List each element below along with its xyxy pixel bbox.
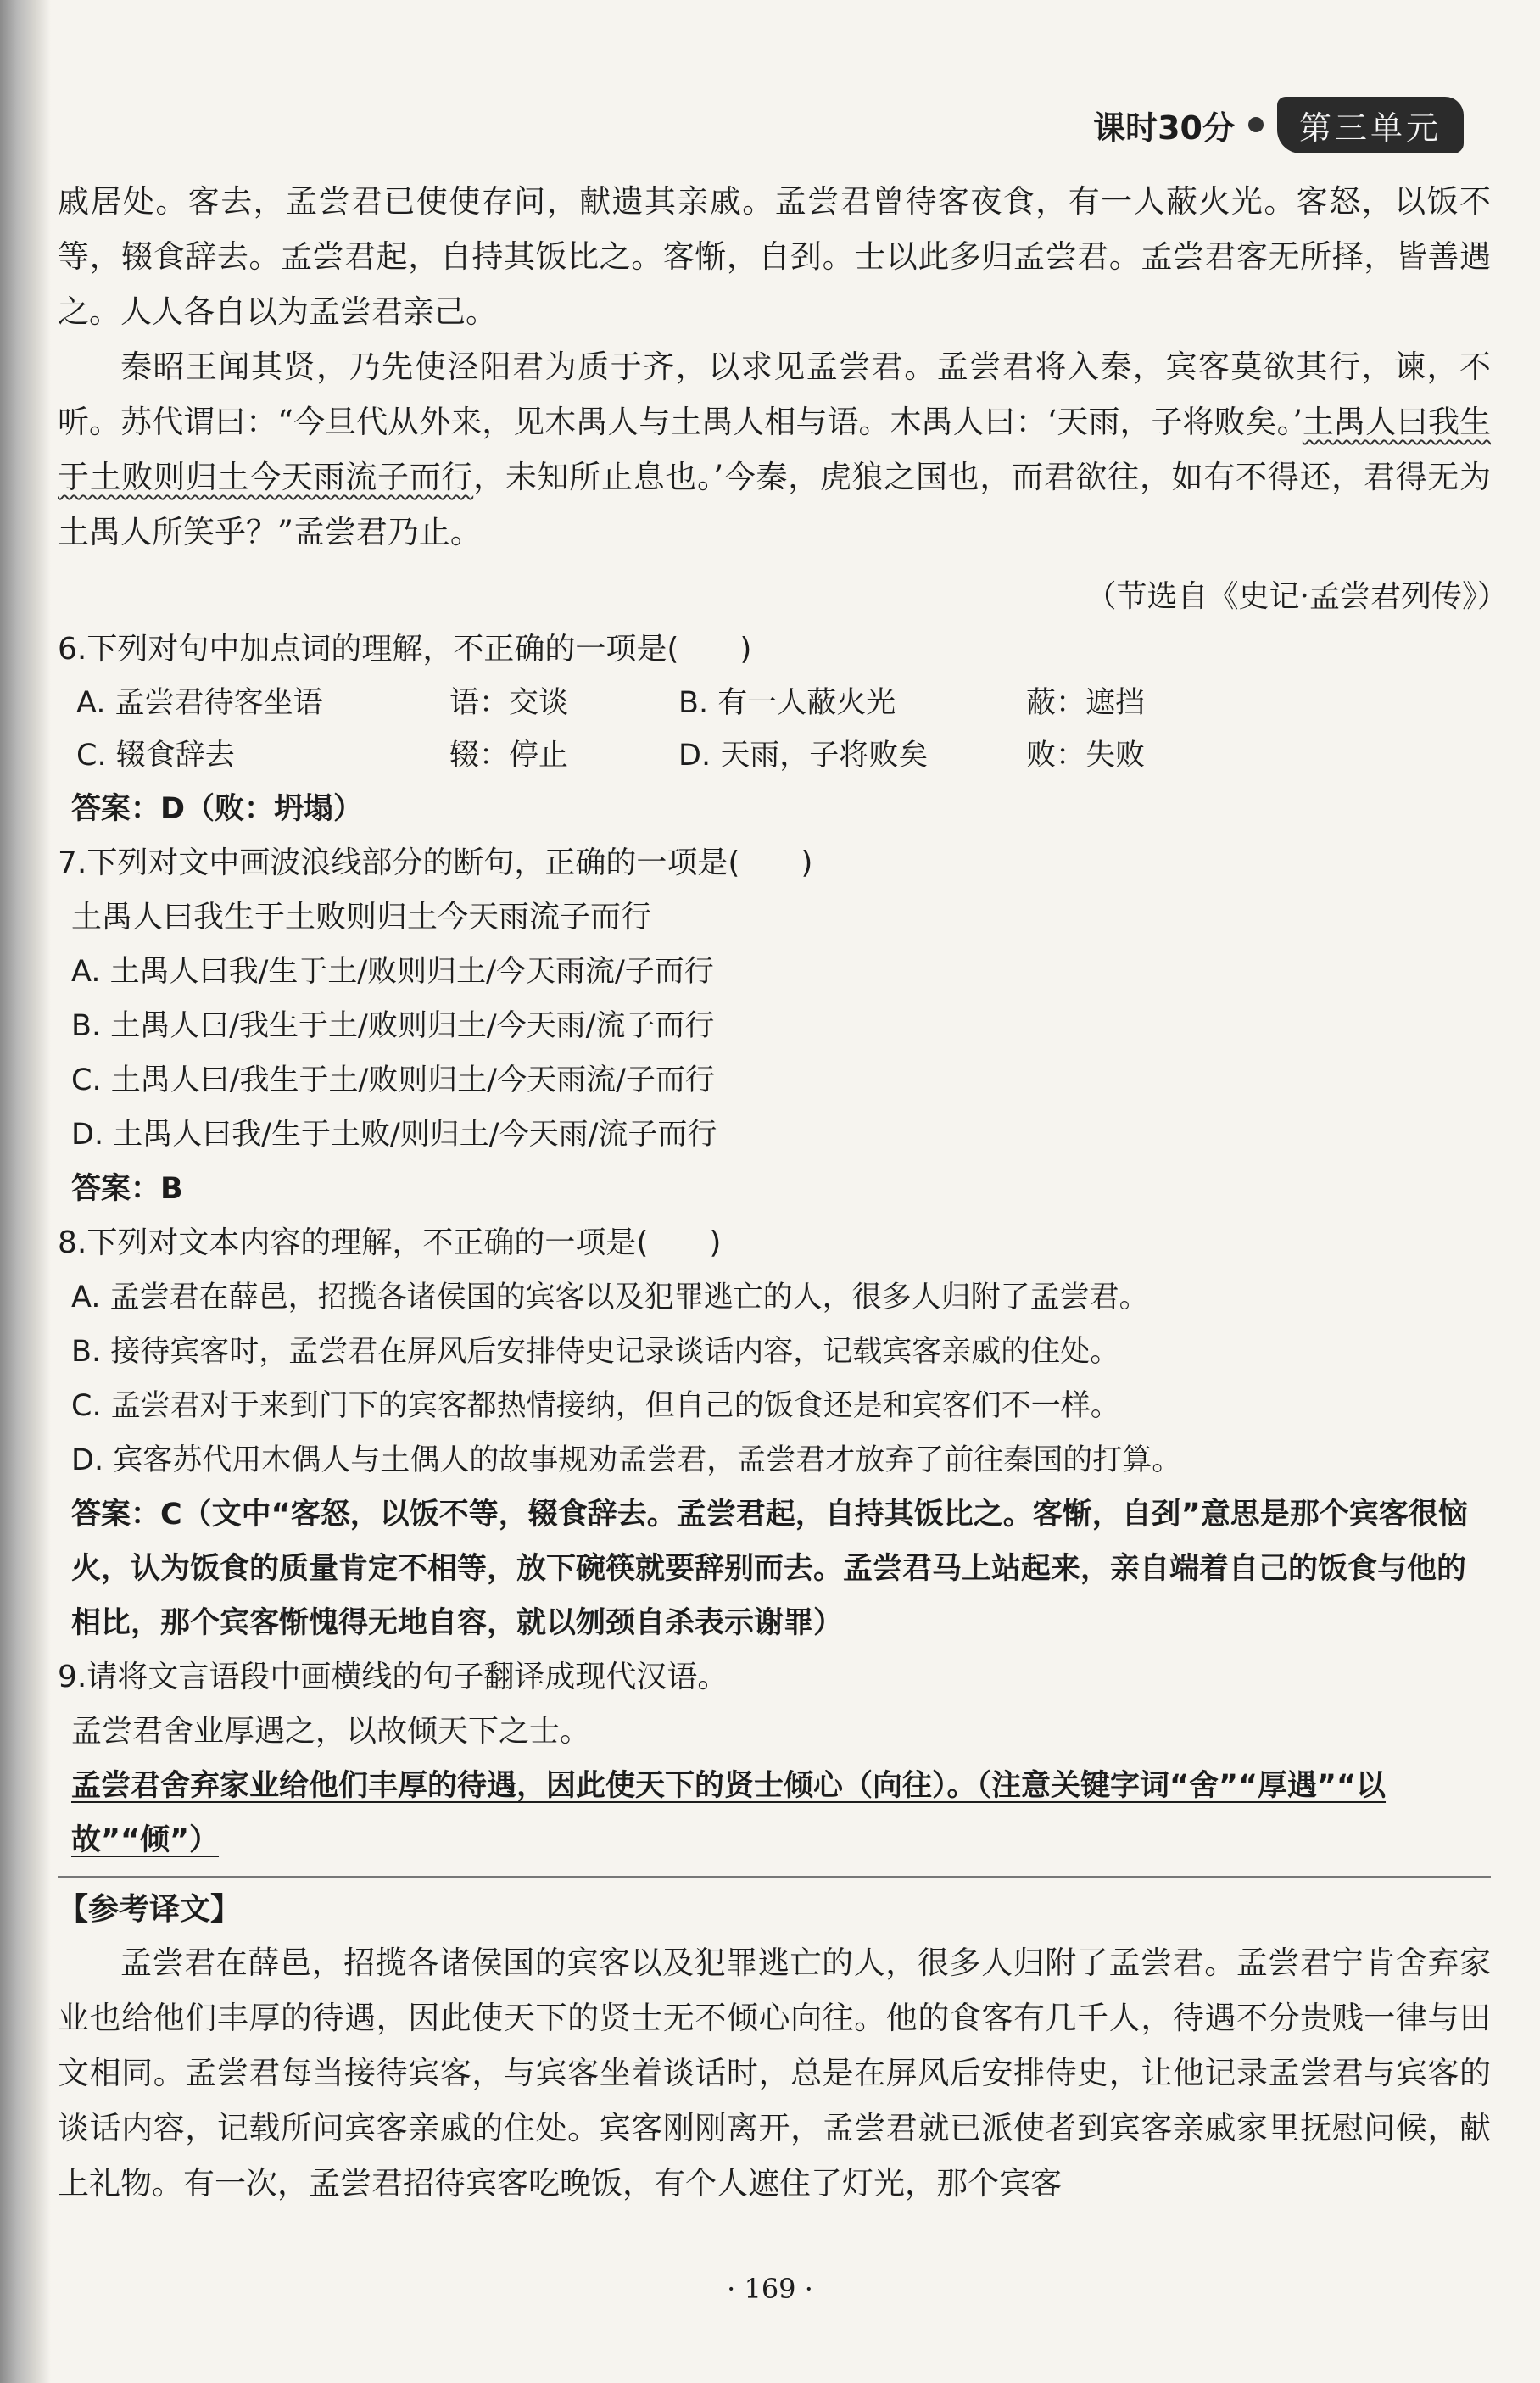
option-c: C. 土禺人曰/我生于土/败则归土/今天雨流/子而行	[71, 1063, 715, 1097]
question-6-answer: 答案：D（败：坍塌）	[71, 792, 364, 826]
book-spine-shadow	[0, 0, 51, 2383]
divider	[58, 1876, 1491, 1878]
question-8-answer: 答案：C（文中“客怒，以饭不等，辍食辞去。孟尝君起，自持其饭比之。客惭，自刭”意思是那个宾客很恼火，认为饭食的质量肯定不相等，放下碗筷就要辞别而去。孟尝君马上站起来，亲自端着自己的饭食与他的相比，那个宾客惭愧得无地自容，就以刎颈自杀表示谢罪）	[71, 1498, 1468, 1640]
option-c-gloss: 辍：停止	[449, 739, 569, 773]
question-6-options	[58, 677, 1491, 782]
passage-paragraph-2	[58, 339, 1491, 560]
option-b-gloss: 蔽：遮挡	[1026, 686, 1146, 720]
option-c: C. 孟尝君对于来到门下的宾客都热情接纳，但自己的饭食还是和宾客们不一样。	[71, 1389, 1120, 1423]
option-a: A. 孟尝君在薛邑，招揽各诸侯国的宾客以及犯罪逃亡的人，很多人归附了孟尝君。	[71, 1281, 1149, 1314]
question-7-answer: 答案：B	[71, 1172, 183, 1206]
bullet-icon	[1248, 117, 1264, 132]
option-d: D. 天雨，子将败矣	[678, 739, 929, 773]
option-b: B. 接待宾客时，孟尝君在屏风后安排侍史记录谈话内容，记载宾客亲戚的住处。	[71, 1335, 1120, 1369]
option-a-gloss: 语：交谈	[449, 686, 569, 720]
question-9-answer	[58, 1759, 1491, 1867]
page-number: · 169 ·	[727, 2273, 813, 2305]
option-a: A. 孟尝君待客坐语	[76, 686, 323, 720]
option-d: D. 宾客苏代用木偶人与土偶人的故事规劝孟尝君，孟尝君才放弃了前往秦国的打算。	[71, 1443, 1182, 1477]
question-9-stem: 9.请将文言语段中画横线的句子翻译成现代汉语。	[58, 1660, 728, 1694]
question-9-sentence: 孟尝君舍业厚遇之，以故倾天下之士。	[71, 1714, 591, 1749]
passage-text: ，未知所止息也。’今秦，虎狼之国也，而君欲往，如有不得还，君得无为土禺人所笑乎？”孟尝君乃止。	[58, 459, 1491, 550]
page-content	[58, 174, 1508, 2211]
option-d: D. 土禺人曰我/生于土败/则归土/今天雨/流子而行	[71, 1118, 717, 1152]
passage-source: （节选自《史记·孟尝君列传》）	[1085, 579, 1508, 614]
answer-text: 孟尝君舍弃家业给他们丰厚的待遇，因此使天下的贤士倾心（向往）。（注意关键字词“舍”“厚遇”“以故”“倾”）	[71, 1769, 1387, 1857]
page-header	[1093, 95, 1464, 154]
option-b: B. 土禺人曰/我生于土/败则归土/今天雨/流子而行	[71, 1009, 715, 1043]
option-b: B. 有一人蔽火光	[678, 686, 896, 720]
question-8-stem: 8.下列对文本内容的理解，不正确的一项是( )	[58, 1225, 722, 1260]
unit-badge: 第三单元	[1277, 97, 1464, 153]
lesson-label: 课时30分	[1093, 109, 1235, 147]
reference-heading: 【参考译文】	[58, 1892, 242, 1927]
wavy-underlined-sentence: 土禺人曰我生于土败则归土今天雨流子而行	[58, 404, 1492, 495]
question-7-stem: 7.下列对文中画波浪线部分的断句，正确的一项是( )	[58, 845, 813, 880]
question-6-stem: 6.下列对句中加点词的理解，不正确的一项是( )	[58, 632, 752, 667]
option-d-gloss: 败：失败	[1026, 739, 1146, 773]
option-a: A. 土禺人曰我/生于土/败则归土/今天雨流/子而行	[71, 955, 714, 989]
passage-paragraph-1: 戚居处。客去，孟尝君已使使存问，献遗其亲戚。孟尝君曾待客夜食，有一人蔽火光。客怒，以饭不等，辍食辞去。孟尝君起，自持其饭比之。客惭，自刭。士以此多归孟尝君。孟尝君客无所择，皆善遇之。人人各自以为孟尝君亲己。	[58, 183, 1491, 330]
passage-text: 秦昭王闻其贤，乃先使泾阳君为质于齐，以求见孟尝君。孟尝君将入秦，宾客莫欲其行，谏，不听。苏代谓曰：“今旦代从外来，见木禺人与土禺人相与语。木禺人曰：‘天雨，子将败矣。’	[58, 349, 1491, 440]
question-7-sentence: 土禺人曰我生于土败则归土今天雨流子而行	[71, 900, 652, 935]
option-c: C. 辍食辞去	[76, 739, 235, 773]
reference-translation: 孟尝君在薛邑，招揽各诸侯国的宾客以及犯罪逃亡的人，很多人归附了孟尝君。孟尝君宁肯舍弃家业也给他们丰厚的待遇，因此使天下的贤士无不倾心向往。他的食客有几千人，待遇不分贵贱一律与田文相同。孟尝君每当接待宾客，与宾客坐着谈话时，总是在屏风后安排侍史，让他记录孟尝君与宾客的谈话内容，记载所问宾客亲戚的住处。宾客刚刚离开，孟尝君就已派使者到宾客亲戚家里抚慰问候，献上礼物。有一次，孟尝君招待宾客吃晚饭，有个人遮住了灯光，那个宾客	[58, 1945, 1491, 2202]
